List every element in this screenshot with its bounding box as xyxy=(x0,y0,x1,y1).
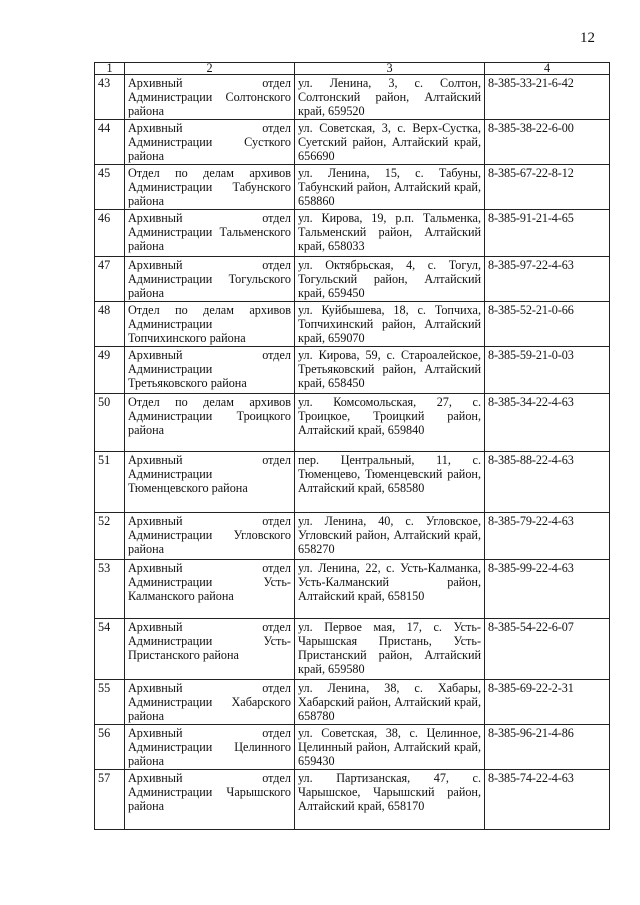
department-name: Отдел по делам архивов Администрации Табунского района xyxy=(125,165,295,210)
column-header-1: 1 xyxy=(95,63,125,75)
department-address: ул. Кирова, 59, с. Староалейское, Третьяковский район, Алтайский край, 658450 xyxy=(295,347,485,394)
row-number: 48 xyxy=(95,302,125,347)
department-address: ул. Ленина, 15, с. Табуны, Табунский район, Алтайский край, 658860 xyxy=(295,165,485,210)
department-phone: 8-385-88-22-4-63 xyxy=(485,452,610,513)
table-row xyxy=(95,619,610,680)
archive-departments-table xyxy=(94,62,610,830)
row-number: 55 xyxy=(95,680,125,725)
table-row xyxy=(95,75,610,120)
department-name: Архивный отдел Администрации Солтонского района xyxy=(125,75,295,120)
department-phone: 8-385-59-21-0-03 xyxy=(485,347,610,394)
page-number: 12 xyxy=(580,30,595,46)
department-phone: 8-385-54-22-6-07 xyxy=(485,619,610,680)
department-name: Архивный отдел Администрации Угловского района xyxy=(125,513,295,560)
department-name: Архивный отдел Администрации Хабарского района xyxy=(125,680,295,725)
table-row xyxy=(95,680,610,725)
column-header-2: 2 xyxy=(125,63,295,75)
row-number: 45 xyxy=(95,165,125,210)
department-name: Архивный отдел Администрации Тюменцевского района xyxy=(125,452,295,513)
table-row xyxy=(95,165,610,210)
department-phone: 8-385-33-21-6-42 xyxy=(485,75,610,120)
table-header-row xyxy=(95,63,610,75)
department-name: Архивный отдел Администрации Чарышского района xyxy=(125,770,295,830)
department-phone: 8-385-79-22-4-63 xyxy=(485,513,610,560)
table-row xyxy=(95,347,610,394)
row-number: 47 xyxy=(95,257,125,302)
department-phone: 8-385-67-22-8-12 xyxy=(485,165,610,210)
table-row xyxy=(95,560,610,619)
department-address: ул. Комсомольская, 27, с. Троицкое, Троицкий район, Алтайский край, 659840 xyxy=(295,394,485,452)
department-name: Архивный отдел Администрации Целинного района xyxy=(125,725,295,770)
column-header-3: 3 xyxy=(295,63,485,75)
department-name: Архивный отдел Администрации Усть-Пристанского района xyxy=(125,619,295,680)
department-phone: 8-385-99-22-4-63 xyxy=(485,560,610,619)
department-name: Архивный отдел Администрации Сусткого района xyxy=(125,120,295,165)
department-name: Архивный отдел Администрации Тальменского района xyxy=(125,210,295,257)
department-address: ул. Ленина, 22, с. Усть-Калманка, Усть-Калманский район, Алтайский край, 658150 xyxy=(295,560,485,619)
row-number: 54 xyxy=(95,619,125,680)
department-address: ул. Советская, 3, с. Верх-Сустка, Суетский район, Алтайский край, 656690 xyxy=(295,120,485,165)
department-phone: 8-385-52-21-0-66 xyxy=(485,302,610,347)
department-name: Архивный отдел Администрации Третьяковского района xyxy=(125,347,295,394)
table-row xyxy=(95,394,610,452)
department-address: ул. Ленина, 38, с. Хабары, Хабарский район, Алтайский край, 658780 xyxy=(295,680,485,725)
department-address: ул. Куйбышева, 18, с. Топчиха, Топчихинский район, Алтайский край, 659070 xyxy=(295,302,485,347)
column-header-4: 4 xyxy=(485,63,610,75)
table-row xyxy=(95,513,610,560)
row-number: 57 xyxy=(95,770,125,830)
department-address: ул. Советская, 38, с. Целинное, Целинный район, Алтайский край, 659430 xyxy=(295,725,485,770)
department-name: Отдел по делам архивов Администрации Троицкого района xyxy=(125,394,295,452)
table-row xyxy=(95,257,610,302)
department-address: пер. Центральный, 11, с. Тюменцево, Тюменцевский район, Алтайский край, 658580 xyxy=(295,452,485,513)
department-address: ул. Октябрьская, 4, с. Тогул, Тогульский район, Алтайский край, 659450 xyxy=(295,257,485,302)
department-address: ул. Ленина, 3, с. Солтон, Солтонский район, Алтайский край, 659520 xyxy=(295,75,485,120)
row-number: 46 xyxy=(95,210,125,257)
table-row xyxy=(95,120,610,165)
row-number: 49 xyxy=(95,347,125,394)
department-phone: 8-385-96-21-4-86 xyxy=(485,725,610,770)
table-row xyxy=(95,210,610,257)
department-phone: 8-385-38-22-6-00 xyxy=(485,120,610,165)
department-phone: 8-385-69-22-2-31 xyxy=(485,680,610,725)
department-phone: 8-385-97-22-4-63 xyxy=(485,257,610,302)
department-phone: 8-385-91-21-4-65 xyxy=(485,210,610,257)
department-phone: 8-385-34-22-4-63 xyxy=(485,394,610,452)
table-row xyxy=(95,770,610,830)
row-number: 56 xyxy=(95,725,125,770)
row-number: 51 xyxy=(95,452,125,513)
department-address: ул. Первое мая, 17, с. Усть-Чарышская Пристань, Усть-Пристанский район, Алтайский край, 659580 xyxy=(295,619,485,680)
department-address: ул. Ленина, 40, с. Угловское, Угловский район, Алтайский край, 658270 xyxy=(295,513,485,560)
department-name: Архивный отдел Администрации Тогульского района xyxy=(125,257,295,302)
row-number: 53 xyxy=(95,560,125,619)
table-row xyxy=(95,452,610,513)
row-number: 44 xyxy=(95,120,125,165)
department-phone: 8-385-74-22-4-63 xyxy=(485,770,610,830)
row-number: 52 xyxy=(95,513,125,560)
department-name: Отдел по делам архивов Администрации Топчихинского района xyxy=(125,302,295,347)
table-row xyxy=(95,725,610,770)
row-number: 50 xyxy=(95,394,125,452)
row-number: 43 xyxy=(95,75,125,120)
department-name: Архивный отдел Администрации Усть-Калманского района xyxy=(125,560,295,619)
department-address: ул. Партизанская, 47, с. Чарышское, Чарышский район, Алтайский край, 658170 xyxy=(295,770,485,830)
table-row xyxy=(95,302,610,347)
department-address: ул. Кирова, 19, р.п. Тальменка, Тальменский район, Алтайский край, 658033 xyxy=(295,210,485,257)
